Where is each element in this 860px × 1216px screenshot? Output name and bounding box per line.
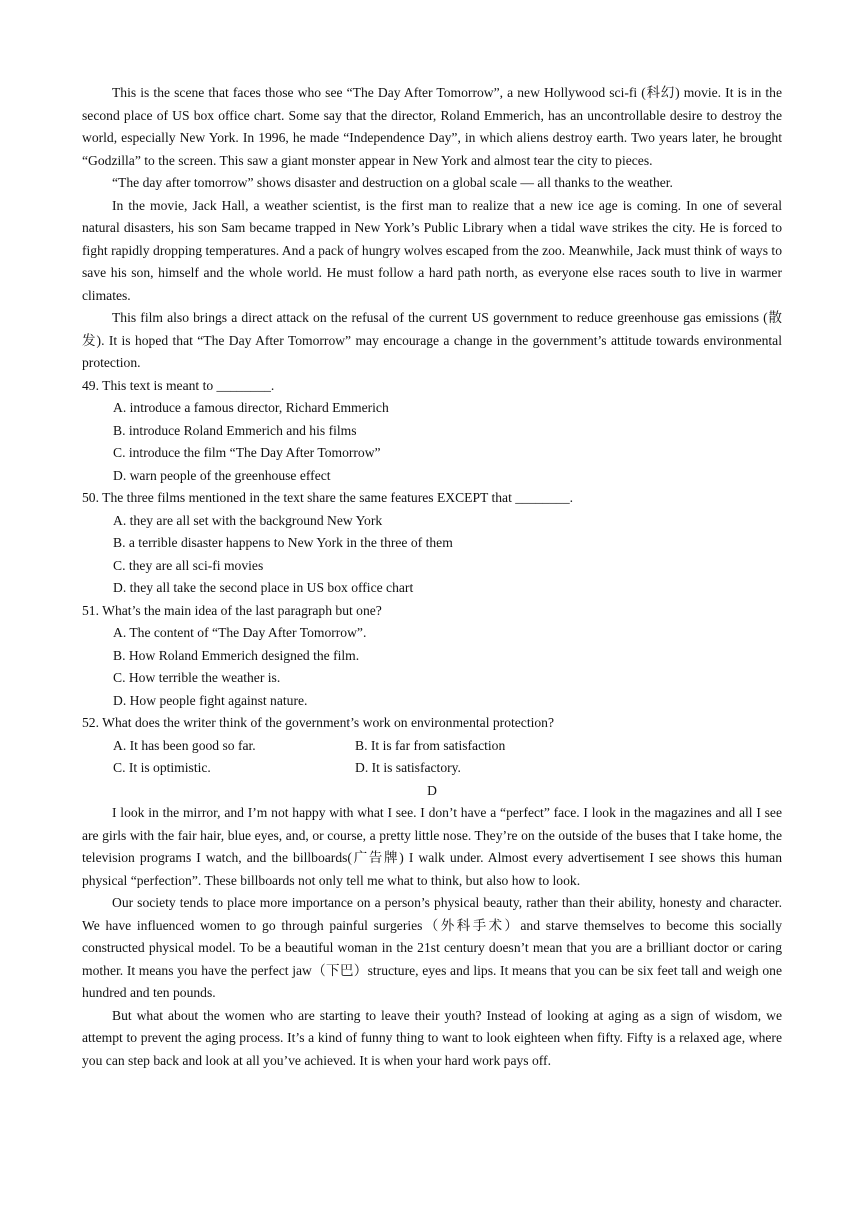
option-b: B. a terrible disaster happens to New York in the three of them (113, 535, 453, 550)
question-stem: 51. What’s the main idea of the last paragraph but one? (82, 602, 382, 618)
exam-page (82, 82, 782, 1072)
passage-d-paragraph-1: I look in the mirror, and I’m not happy with what I see. I don’t have a “perfect” face. I look in the magazines and all I see are girls with the fair hair, blue eyes, and, or course, a pretty little nose. They’re on the outside of the buses that I take home, the television programs I watch, and the billboards(广告牌) I walk under. Almost every advertisement I see shows this human physical “perfection”. These billboards not only tell me what to think, but also how to look. (82, 805, 782, 888)
question-51 (82, 600, 782, 713)
option-a: A. The content of “The Day After Tomorrow”. (113, 625, 367, 640)
option-b: B. introduce Roland Emmerich and his films (113, 422, 357, 438)
option-a: A. they are all set with the background New York (113, 512, 383, 528)
options-row-1 (113, 735, 782, 758)
question-49 (82, 375, 782, 488)
option-c: C. It is optimistic. (113, 760, 211, 775)
question-50 (82, 487, 782, 600)
option-c: C. introduce the film “The Day After Tomorrow” (113, 445, 381, 460)
passage-d-paragraph-3: But what about the women who are starting to leave their youth? Instead of looking at aging as a sign of wisdom, we attempt to prevent the aging process. It’s a kind of funny thing to want to look eighteen when fifty. Fifty is a relaxed age, where you can step back and look at all you’ve achieved. It is when your hard work pays off. (82, 1007, 782, 1068)
option-d: D. How people fight against nature. (113, 692, 308, 708)
option-a: A. It has been good so far. (113, 737, 256, 753)
passage-d-paragraph-2: Our society tends to place more importance on a person’s physical beauty, rather than their ability, honesty and character. We have influenced women to go through painful surgeries（外科手术）and starve themselves to become this socially constructed physical model. To be a beautiful woman in the 21st century doesn’t mean that you are a brilliant doctor or caring mother. It means you have the perfect jaw（下巴）structure, eyes and lips. It means that you can be six feet tall and weigh one hundred and ten pounds. (82, 895, 782, 1000)
option-a: A. introduce a famous director, Richard Emmerich (113, 400, 389, 415)
option-d: D. they all take the second place in US box office chart (113, 580, 414, 595)
option-b: B. It is far from satisfaction (355, 737, 506, 753)
option-c: C. they are all sci-fi movies (113, 557, 264, 573)
passage-d (82, 802, 782, 1072)
passage-c-paragraph-3: In the movie, Jack Hall, a weather scientist, is the first man to realize that a new ice age is coming. In one of several natural disasters, his son Sam became trapped in New York’s Public Library when a tidal wave strikes the city. He is forced to fight rapidly dropping temperatures. And a pack of hungry wolves escaped from the zoo. Meanwhile, Jack must think of ways to save his son, himself and the whole world. He must follow a hard path north, as everyone else races south to live in warmer climates. (82, 197, 782, 303)
options-row-2 (113, 757, 782, 780)
option-d: D. It is satisfactory. (355, 760, 461, 775)
passage-c-paragraph-1: This is the scene that faces those who see “The Day After Tomorrow”, a new Hollywood sci-fi (科幻) movie. It is in the second place of US box office chart. Some say that the director, Roland Emmerich, has an uncontrollable desire to destroy the world, especially New York. In 1996, he made “Independence Day”, in which aliens destroy earth. Two years later, he brought “Godzilla” to the screen. This saw a giant monster appear in New York and almost tear the city to pieces. (82, 85, 782, 168)
option-b: B. How Roland Emmerich designed the film. (113, 647, 360, 663)
passage-c-paragraph-2: “The day after tomorrow” shows disaster and destruction on a global scale — all thanks to the weather. (112, 175, 673, 190)
passage-c-paragraph-4: This film also brings a direct attack on the refusal of the current US government to reduce greenhouse gas emissions (散发). It is hoped that “The Day After Tomorrow” may encourage a change in the government’s attitude towards environmental protection. (82, 310, 782, 370)
option-c: C. How terrible the weather is. (113, 670, 281, 685)
question-stem: 52. What does the writer think of the government’s work on environmental protection? (82, 715, 555, 730)
option-d: D. warn people of the greenhouse effect (113, 467, 331, 483)
section-letter-d: D (427, 782, 437, 798)
question-stem: 50. The three films mentioned in the text share the same features EXCEPT that ________. (82, 490, 574, 505)
question-stem: 49. This text is meant to ________. (82, 377, 275, 393)
passage-c (82, 82, 782, 375)
question-52 (82, 712, 782, 780)
